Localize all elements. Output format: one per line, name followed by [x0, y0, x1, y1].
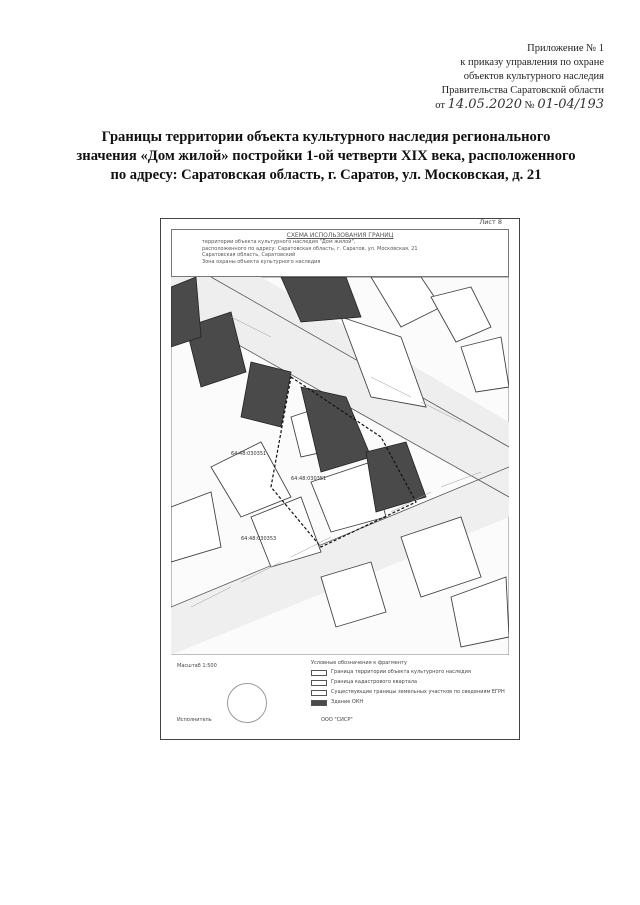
parcel-label: 64:48:030351	[291, 476, 327, 482]
scheme-header	[171, 218, 509, 277]
legend-swatch	[311, 700, 327, 706]
title-line: по адресу: Саратовская область, г. Саратов, ул. Московская, д. 21	[110, 167, 542, 183]
scheme-header-line: расположенного по адресу: Саратовская область, г. Саратов, ул. Московская, 21	[202, 245, 418, 252]
parcel-label: 64:48:030353	[241, 536, 277, 542]
order-number: 01-04/193	[537, 97, 604, 112]
number-prefix: №	[524, 100, 535, 111]
okn-building	[171, 277, 201, 347]
parcel-label: 64:48:030351	[231, 451, 267, 457]
legend-swatch	[311, 690, 327, 696]
appendix-line: объектов культурного наследия	[463, 71, 604, 82]
appendix-block	[384, 42, 604, 113]
title-line: Границы территории объекта культурного наследия регионального	[101, 129, 551, 145]
cadastral-map	[171, 277, 509, 655]
appendix-line: к приказу управления по охране	[460, 57, 604, 68]
seal-stamp	[227, 683, 267, 723]
scheme-header-line: Зона охраны объекта культурного наследия	[202, 258, 321, 265]
scheme-legend	[171, 657, 509, 731]
boundary-scheme	[160, 218, 520, 740]
legend-item: Здание ОКН	[331, 699, 364, 705]
order-date: 14.05.2020	[447, 97, 523, 112]
scheme-title: СХЕМА ИСПОЛЬЗОВАНИЯ ГРАНИЦ	[286, 232, 394, 239]
legend-item: Существующие границы земельных участков по сведениям ЕГРН	[331, 689, 505, 695]
appendix-line: Приложение № 1	[527, 43, 604, 54]
appendix-line: Правительства Саратовской области	[441, 85, 604, 96]
legend-title: Условные обозначения к фрагменту	[311, 660, 407, 666]
legend-item: Граница территории объекта культурного наследия	[331, 669, 471, 675]
executor-label: Исполнитель	[177, 717, 212, 723]
organization-name: ООО "СИСР"	[321, 717, 353, 723]
document-title	[40, 128, 612, 185]
legend-swatch	[311, 670, 327, 676]
sheet-number: Лист 8	[479, 218, 502, 226]
order-date-number	[384, 98, 604, 113]
scheme-header-line: территории объекта культурного наследия "Дом жилой",	[202, 239, 356, 245]
legend-item: Граница кадастрового квартала	[331, 679, 418, 685]
date-prefix: от	[435, 100, 445, 111]
scheme-header-line: Саратовская область, Саратовский	[202, 252, 296, 258]
legend-swatch	[311, 680, 327, 686]
title-line: значения «Дом жилой» постройки 1-ой четверти XIX века, расположенного	[76, 148, 576, 164]
map-scale: Масштаб 1:500	[177, 663, 217, 669]
